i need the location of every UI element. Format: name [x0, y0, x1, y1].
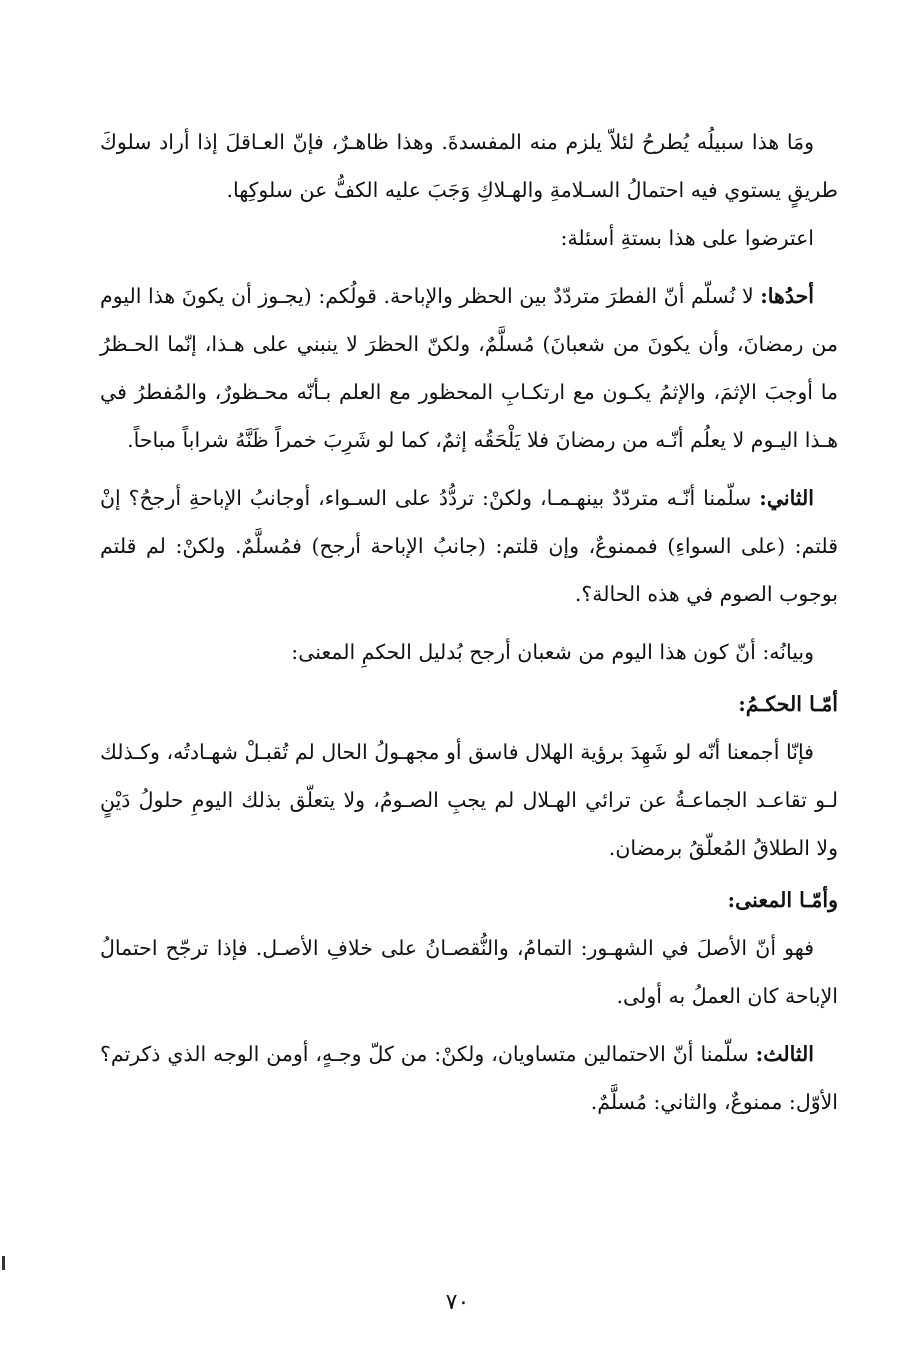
paragraph-explanation: [100, 628, 838, 676]
scan-edge-mark: [2, 1256, 5, 1270]
third-objection-text: سلّمنا أنّ الاحتمالين متساويان، ولكنْ: من كلّ وجـهٍ، أومن الوجه الذي ذكرتم؟ الأوّل: ممنوعٌ، والثاني: مُسلَّمٌ.: [100, 1042, 838, 1114]
paragraph-objections-intro: [100, 214, 838, 262]
second-objection-lead: الثاني:: [759, 486, 814, 510]
third-objection-lead: الثالث:: [755, 1042, 814, 1066]
heading-hukm: أمّـا الحكـمُ:: [738, 692, 838, 716]
hukm-text: فإنّا أجمعنا أنّه لو شَهِدَ برؤية الهلال فاسق أو مجهـولُ الحال لم تُقبـلْ شهـادتُه، وكـذلك لـو تقاعـد الجماعـةُ عن ترائي الهـلال لم يجبِ الصـومُ، ولا يتعلّق بذلك اليومِ حلولُ دَيْنٍ ولا الطلاقُ المُعلّقُ برمضان.: [100, 740, 838, 860]
second-objection-text: سلّمنا أنّـه متردّدٌ بينهـمـا، ولكنْ: تردُّدُ على السـواء، أوجانبُ الإباحةِ أرجحُ؟ إنْ قلتم: (على السواءِ) فممنوعٌ، وإن قلتم: (جانبُ الإباحة أرجح) فمُسلَّمٌ. ولكنْ: لم قلتم بوجوب الصوم في هذه الحالة؟.: [100, 486, 838, 606]
paragraph-third-objection: [100, 1030, 838, 1126]
paragraph-objections-intro-text: اعترضوا على هذا بستةِ أسئلة:: [560, 226, 814, 250]
paragraph-maana: [100, 924, 838, 1020]
explanation-text: وبيانُه: أنّ كون هذا اليوم من شعبان أرجح بُدليل الحكمِ المعنى:: [291, 640, 814, 664]
first-objection-text: لا نُسلّم أنّ الفطرَ متردّدٌ بين الحظر والإباحة. قولُكم: (يجـوز أن يكونَ هذا اليوم من رمضانَ، وأن يكونَ من شعبانَ) مُسلَّمٌ، ولكنّ الحظرَ لا ينبني على هـذا، إنّما الحـظرُ ما أوجبَ الإثمَ، والإثمُ يكـون مع ارتكـابِ المحظور مع العلم بـأنّه محـظورٌ، والمُفطرُ في هـذا اليـوم لا يعلُم أنّـه من رمضانَ فلا يَلْحَقُه إثمٌ، كما لو شَرِبَ خمراً ظَنَّهُ شراباً مباحاً.: [100, 284, 838, 452]
paragraph-first-objection: [100, 272, 838, 464]
maana-text: فهو أنّ الأصلَ في الشهـور: التمامُ، والنُّقصـانُ على خلافِ الأصـل. فإذا ترجّح احتمالُ الإباحة كان العملُ به أولى.: [100, 936, 838, 1008]
page-body: [100, 118, 838, 1126]
paragraph-hukm: [100, 728, 838, 872]
heading-maana: وأمّـا المعنى:: [727, 888, 838, 912]
paragraph-intro-text: ومَا هذا سبيلُه يُطرحُ لئلاّ يلزم منه المفسدةَ. وهذا ظاهـرٌ، فإنّ العـاقلَ إذا أراد سلوكَ طريقٍ يستوي فيه احتمالُ السـلامةِ والهـلاكِ وَجَبَ عليه الكفُّ عن سلوكِها.: [100, 130, 838, 202]
page-number: ٧٠: [445, 1290, 470, 1315]
first-objection-lead: أحدُها:: [760, 284, 814, 308]
paragraph-intro: [100, 118, 838, 214]
paragraph-second-objection: [100, 474, 838, 618]
